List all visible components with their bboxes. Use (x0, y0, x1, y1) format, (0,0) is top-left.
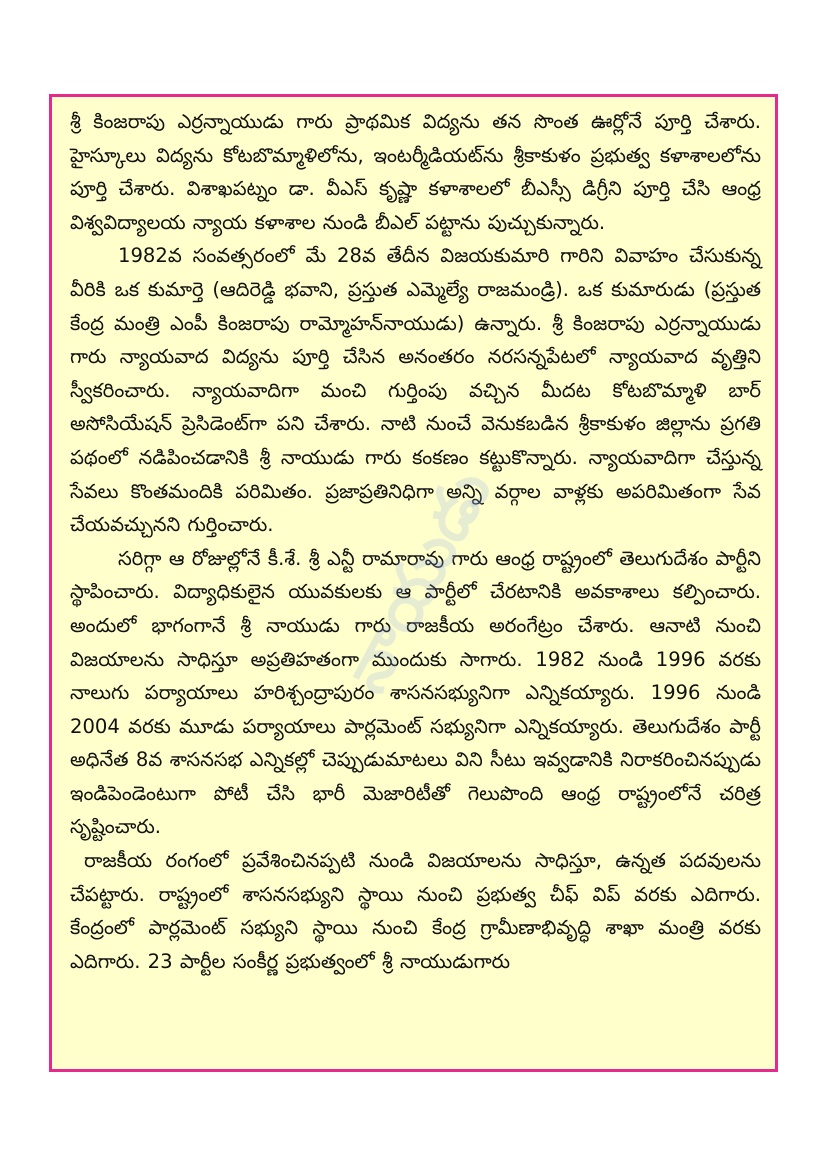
watermark: నాయుడు (328, 457, 507, 705)
document-page-frame (49, 94, 778, 1072)
paragraph-family-and-career: 1982వ సంవత్సరంలో మే 28వ తేదీన విజయకుమారి గారిని వివాహం చేసుకున్న వీరికి ఒక కుమార్తె (ఆదిరెడ్డి భవాని, ప్రస్తుత ఎమ్మెల్యే రాజమండ్రి). ఒక కుమారుడు (ప్రస్తుత కేంద్ర మంత్రి ఎంపీ కింజరాపు రామ్మోహన్‌నాయుడు) ఉన్నారు. శ్రీ కింజరాపు ఎర్రన్నాయుడు గారు న్యాయవాద విద్యను పూర్తి చేసిన అనంతరం నరసన్నపేటలో న్యాయవాద వృత్తిని స్వీకరించారు. న్యాయవాదిగా మంచి గుర్తింపు వచ్చిన మీదట కోటబొమ్మాళి బార్ అసోసియేషన్ ప్రెసిడెంట్‌గా పని చేశారు. నాటి నుంచే వెనుకబడిన శ్రీకాకుళం జిల్లాను ప్రగతి పథంలో నడిపించడానికి శ్రీ నాయుడు గారు కంకణం కట్టుకొన్నారు. న్యాయవాదిగా చేస్తున్న సేవలు కొంతమందికి పరిమితం. ప్రజాప్రతినిధిగా అన్ని వర్గాల వాళ్లకు అపరిమితంగా సేవ చేయవచ్చునని గుర్తించారు. (70, 244, 761, 537)
paragraph-political-entry: సరిగ్గా ఆ రోజుల్లోనే కీ.శే. శ్రీ ఎన్టీ రామారావు గారు ఆంధ్ర రాష్ట్రంలో తెలుగుదేశం పార్టీని స్థాపించారు. విద్యాధికులైన యువకులకు ఆ పార్టీలో చేరటానికి అవకాశాలు కల్పించారు. అందులో భాగంగానే శ్రీ నాయుడు గారు రాజకీయ అరంగేట్రం చేశారు. ఆనాటి నుంచి విజయాలను సాధిస్తూ అప్రతిహతంగా ముందుకు సాగారు. 1982 నుండి 1996 వరకు నాలుగు పర్యాయాలు హరిశ్చంద్రాపురం శాసనసభ్యునిగా ఎన్నికయ్యారు. 1996 నుండి 2004 వరకు మూడు పర్యాయాలు పార్లమెంట్ సభ్యునిగా ఎన్నికయ్యారు. తెలుగుదేశం పార్టీ అధినేత 8వ శాసనసభ ఎన్నికల్లో చెప్పుడుమాటలు విని సీటు ఇవ్వడానికి నిరాకరించినప్పుడు ఇండిపెండెంటుగా పోటీ చేసి భారీ మెజారిటీతో గెలుపొంది ఆంధ్ర రాష్ట్రంలోనే చరిత్ర సృష్టించారు. (70, 546, 761, 839)
paragraph-political-positions: రాజకీయ రంగంలో ప్రవేశించినప్పటి నుండి విజయాలను సాధిస్తూ, ఉన్నత పదవులను చేపట్టారు. రాష్ట్రంలో శాసనసభ్యుని స్థాయి నుంచి ప్రభుత్వ చీఫ్ విప్ వరకు ఎదిగారు. కేంద్రంలో పార్లమెంట్ సభ్యుని స్థాయి నుంచి కేంద్ర గ్రామీణాభివృద్ధి శాఖా మంత్రి వరకు ఎదిగారు. 23 పార్టీల సంకీర్ణ ప్రభుత్వంలో శ్రీ నాయుడుగారు (70, 849, 761, 973)
paragraph-education: శ్రీ కింజరాపు ఎర్రన్నాయుడు గారు ప్రాథమిక విద్యను తన సొంత ఊర్లోనే పూర్తి చేశారు. హైస్కూలు విద్యను కోటబొమ్మాళిలోను, ఇంటర్మీడియట్‌ను శ్రీకాకుళం ప్రభుత్వ కళాశాలలోను పూర్తి చేశారు. విశాఖపట్నం డా. వీఎస్ కృష్ణా కళాశాలలో బీఎస్సీ డిగ్రీని పూర్తి చేసి ఆంధ్ర విశ్వవిద్యాలయ న్యాయ కళాశాల నుండి బీఎల్ పట్టాను పుచ్చుకున్నారు. (70, 110, 761, 234)
